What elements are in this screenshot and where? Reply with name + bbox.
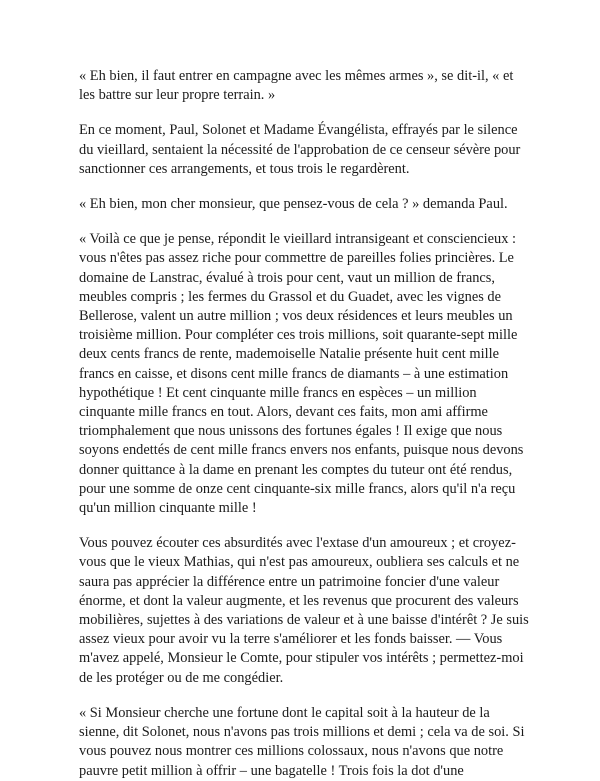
- paragraph-4: « Voilà ce que je pense, répondit le vieillard intransigeant et consciencieux : vous n'êtes pas assez riche pour commettre de pareilles folies princières. Le domaine de Lanstrac, évalué à trois pour cent, vaut un million de francs, meubles compris ; les fermes du Grassol et du Guadet, avec les vignes de Bellerose, valent un autre million ; vos deux résidences et leurs meubles un troisième million. Pour compléter ces trois millions, soit quarante-sept mille deux cents francs de rente, mademoiselle Natalie présente huit cent mille francs en caisse, et disons cent mille francs de diamants – à une estimation hypothétique ! Et cent cinquante mille francs en espèces – un million cinquante mille francs en tout. Alors, devant ces faits, mon ami affirme triomphalement que nous unissons des fortunes égales ! Il exige que nous soyons endettés de cent mille francs envers nos enfants, puisque nous devons donner quittance à la dame en prenant les comptes du tuteur ont été rendus, pour une somme de onze cent cinquante-six mille francs, alors qu'il n'a reçu qu'un million cinquante mille !: [79, 231, 524, 517]
- document-body: [79, 67, 531, 781]
- paragraph-6: « Si Monsieur cherche une fortune dont le capital soit à la hauteur de la sienne, dit Solonet, nous n'avons pas trois millions et demi ; cela va de soi. Si vous pouvez nous montrer ces millions colossaux, nous n'avons que notre pauvre petit million à offrir – une bagatelle ! Trois fois la dot d'une: [79, 704, 525, 779]
- paragraph-5: Vous pouvez écouter ces absurdités avec l'extase d'un amoureux ; et croyez-vous que le vieux Mathias, qui n'est pas amoureux, oubliera ses calculs et ne saura pas apprécier la différence entre un patrimoine foncier d'une valeur énorme, et dont la valeur augmente, et les revenus que procurent des valeurs mobilières, sujettes à des variations de valeur et à une baisse d'intérêt ? Je suis assez vieux pour avoir vu la terre s'améliorer et les fonds baisser. — Vous m'avez appelé, Monsieur le Comte, pour stipuler vos intérêts ; permettez-moi de les protéger ou de me congédier.: [79, 535, 529, 686]
- paragraph-2: En ce moment, Paul, Solonet et Madame Évangélista, effrayés par le silence du vieillard, sentaient la nécessité de l'approbation de ce censeur sévère pour sanctionner ces arrangements, et tous trois le regardèrent.: [79, 122, 521, 177]
- paragraph-3: « Eh bien, mon cher monsieur, que pensez-vous de cela ? » demanda Paul.: [79, 196, 508, 213]
- paragraph-1: « Eh bien, il faut entrer en campagne avec les mêmes armes », se dit-il, « et les battre sur leur propre terrain. »: [79, 68, 514, 104]
